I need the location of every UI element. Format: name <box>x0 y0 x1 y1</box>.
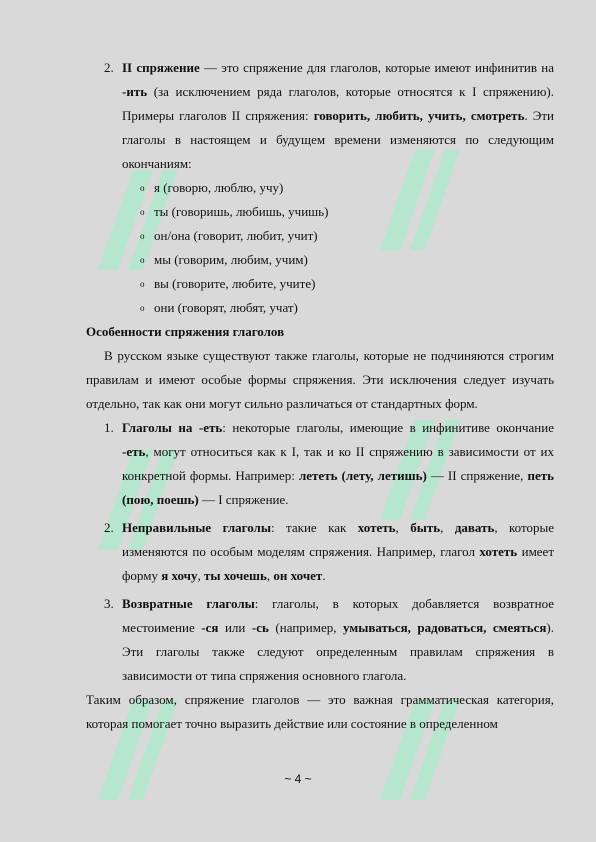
ending-text: мы (говорим, любим, учим) <box>154 252 308 267</box>
ending-text: они (говорят, любят, учат) <box>154 300 298 315</box>
term-bold: Неправильные глаголы <box>122 520 272 535</box>
ending-text: ты (говоришь, любишь, учишь) <box>154 204 329 219</box>
text-span: , которые изменяются по особым моделям спряжения. Например, глагол <box>122 520 555 559</box>
page-content <box>86 56 554 736</box>
bullet-icon: o <box>140 183 145 193</box>
term-bold: умываться, радоваться, смеяться <box>343 620 547 635</box>
term-bold: быть <box>410 520 441 535</box>
term-bold: я хочу <box>161 568 198 583</box>
list-item <box>86 248 554 272</box>
text-span: : глаголы, в которых добавляется возвратное местоимение <box>122 596 554 635</box>
bullet-icon: o <box>140 303 145 313</box>
ending-text: я (говорю, люблю, учу) <box>154 180 284 195</box>
text-span: : такие как <box>271 520 358 535</box>
text-span: , <box>395 520 411 535</box>
list-item-reflexive-verbs <box>86 592 554 688</box>
text-span: , <box>197 568 204 583</box>
conclusion-paragraph: Таким образом, спряжение глаголов — это важная грамматическая категория, которая помогает точно выразить действие или состояние в определенном <box>86 692 554 731</box>
term-bold: давать <box>454 520 495 535</box>
term-bold: петь (пою, поешь) <box>122 468 554 507</box>
term-bold: -еть <box>122 444 146 459</box>
term-bold: -ся <box>201 620 219 635</box>
list-item <box>86 272 554 296</box>
term-bold: II спряжение <box>122 60 200 75</box>
term-bold: ты хочешь <box>204 568 267 583</box>
text-span: имеет форму <box>122 544 555 583</box>
list-number: 2. <box>104 520 114 535</box>
page-number: ~ 4 ~ <box>284 772 312 786</box>
term-bold: хотеть <box>479 544 518 559</box>
text-span: или <box>218 620 252 635</box>
text-span: — I спряжение. <box>198 492 289 507</box>
list-item <box>86 200 554 224</box>
term-bold: говорить, любить, учить, смотреть <box>313 108 525 123</box>
endings-list <box>86 176 554 320</box>
term-bold: лететь (лету, летишь) <box>298 468 427 483</box>
text-span: : некоторые глаголы, имеющие в инфинитиве окончание <box>222 420 554 435</box>
text-span: (например, <box>268 620 344 635</box>
term-bold: Возвратные глаголы <box>122 596 255 611</box>
term-bold: он хочет <box>273 568 323 583</box>
text-span: , могут относиться как к I, так и ко II спряжению в зависимости от их конкретной формы. Например: <box>122 444 554 483</box>
bullet-icon: o <box>140 255 145 265</box>
bullet-icon: o <box>140 231 145 241</box>
text-span: ). Эти глаголы также следуют определенным правилам спряжения в зависимости от типа спряжения основного глагола. <box>122 620 554 683</box>
intro-paragraph: В русском языке существуют также глаголы, которые не подчиняются строгим правилам и имеют особые формы спряжения. Эти исключения следует изучать отдельно, так как они могут сильно различаться от стандартных форм. <box>86 348 554 411</box>
list-item-eть-verbs <box>86 416 554 512</box>
list-item <box>86 176 554 200</box>
list-item <box>86 296 554 320</box>
text-span: . <box>322 568 326 583</box>
text-span: — II спряжение, <box>426 468 528 483</box>
list-number: 2. <box>104 60 114 75</box>
ending-text: вы (говорите, любите, учите) <box>154 276 316 291</box>
list-item <box>86 224 554 248</box>
list-item-ii-conjugation <box>86 56 554 176</box>
ending-text: он/она (говорит, любит, учит) <box>154 228 318 243</box>
list-item-irregular-verbs <box>86 516 554 588</box>
bullet-icon: o <box>140 279 145 289</box>
text-span: (за исключением ряда глаголов, которые относятся к I спряжению). Примеры глаголов II спряжения: <box>122 84 554 123</box>
term-bold: хотеть <box>357 520 396 535</box>
text-span: . Эти глаголы в настоящем и будущем времени изменяются по следующим окончаниям: <box>122 108 554 171</box>
text-span: — это спряжение для глаголов, которые имеют инфинитив на <box>199 60 555 75</box>
term-bold: -сь <box>251 620 269 635</box>
text-span: , <box>440 520 455 535</box>
list-number: 1. <box>104 420 114 435</box>
term-bold: -ить <box>122 84 148 99</box>
term-bold: Глаголы на -еть <box>122 420 223 435</box>
text-span: , <box>266 568 274 583</box>
bullet-icon: o <box>140 207 145 217</box>
section-heading: Особенности спряжения глаголов <box>86 324 285 339</box>
list-number: 3. <box>104 596 114 611</box>
